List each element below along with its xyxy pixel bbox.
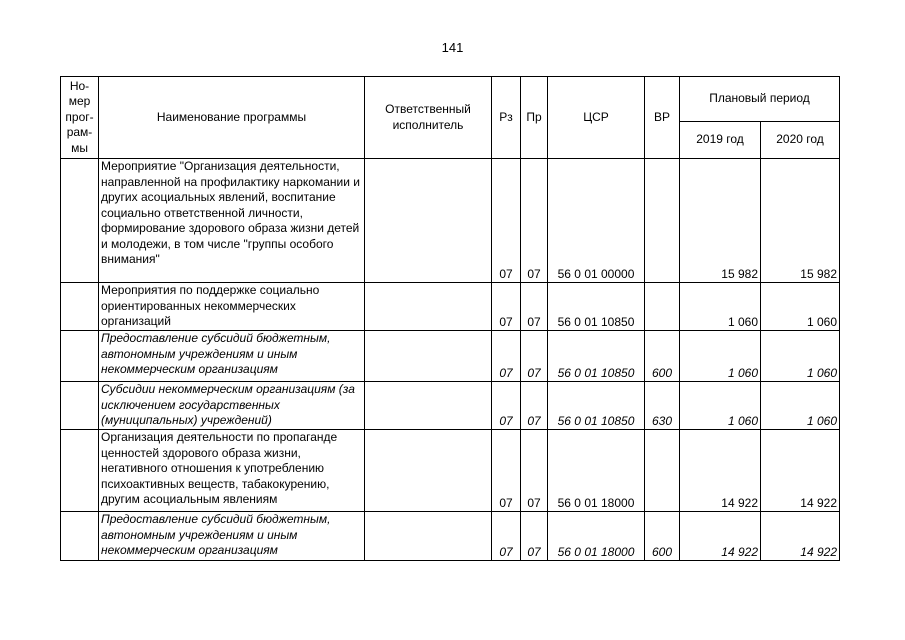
cell-csr: 56 0 01 10850 (548, 283, 645, 331)
cell-program-name: Мероприятия по поддержке социально ориентированных некоммерческих организаций (99, 283, 365, 331)
cell-pr: 07 (521, 512, 548, 561)
cell-program-number (61, 283, 99, 331)
table-body (61, 159, 840, 561)
cell-csr: 56 0 01 00000 (548, 159, 645, 283)
cell-vr (645, 430, 680, 512)
cell-amount-2020: 1 060 (761, 283, 840, 331)
cell-program-number (61, 331, 99, 382)
cell-executor (365, 331, 492, 382)
table-row (61, 283, 840, 331)
cell-csr: 56 0 01 18000 (548, 512, 645, 561)
cell-program-number (61, 430, 99, 512)
cell-vr (645, 283, 680, 331)
header-executor: Ответственный исполнитель (365, 77, 492, 159)
cell-amount-2019: 14 922 (680, 430, 761, 512)
cell-vr (645, 159, 680, 283)
cell-amount-2019: 15 982 (680, 159, 761, 283)
cell-program-number (61, 159, 99, 283)
cell-vr: 600 (645, 512, 680, 561)
cell-rz: 07 (492, 382, 521, 430)
cell-program-number (61, 512, 99, 561)
cell-amount-2020: 1 060 (761, 382, 840, 430)
cell-amount-2019: 1 060 (680, 331, 761, 382)
header-program-name: Наименование программы (99, 77, 365, 159)
cell-program-name: Предоставление субсидий бюджетным, автономным учреждениям и иным некоммерческим организациям (99, 331, 365, 382)
table-row (61, 430, 840, 512)
cell-amount-2019: 1 060 (680, 382, 761, 430)
cell-program-name: Субсидии некоммерческим организациям (за исключением государственных (муниципальных) учреждений) (99, 382, 365, 430)
cell-amount-2020: 15 982 (761, 159, 840, 283)
header-planned-period: Плановый период (680, 77, 840, 122)
header-year-2019: 2019 год (680, 122, 761, 159)
header-rz: Рз (492, 77, 521, 159)
cell-amount-2020: 14 922 (761, 430, 840, 512)
cell-pr: 07 (521, 430, 548, 512)
cell-program-name: Мероприятие "Организация деятельности, направленной на профилактику наркомании и других асоциальных явлений, воспитание социально ответственной личности, формирование здорового образа жизни детей и молодежи, в том числе "группы особого внимания" (99, 159, 365, 283)
cell-rz: 07 (492, 159, 521, 283)
table-row (61, 159, 840, 283)
cell-rz: 07 (492, 512, 521, 561)
table-row (61, 382, 840, 430)
table-header (61, 77, 840, 159)
cell-program-number (61, 382, 99, 430)
cell-executor (365, 382, 492, 430)
page-number: 141 (441, 40, 464, 55)
cell-amount-2019: 14 922 (680, 512, 761, 561)
cell-executor (365, 159, 492, 283)
table-row (61, 512, 840, 561)
cell-csr: 56 0 01 18000 (548, 430, 645, 512)
cell-pr: 07 (521, 382, 548, 430)
cell-csr: 56 0 01 10850 (548, 382, 645, 430)
cell-vr: 630 (645, 382, 680, 430)
cell-executor (365, 283, 492, 331)
cell-amount-2020: 1 060 (761, 331, 840, 382)
cell-pr: 07 (521, 331, 548, 382)
header-year-2020: 2020 год (761, 122, 840, 159)
cell-pr: 07 (521, 283, 548, 331)
table-row (61, 331, 840, 382)
cell-vr: 600 (645, 331, 680, 382)
header-program-number: Но-мер прог-рам-мы (61, 77, 99, 159)
header-vr: ВР (645, 77, 680, 159)
cell-program-name: Организация деятельности по пропаганде ценностей здорового образа жизни, негативного отношения к употреблению психоактивных веществ, табакокурению, другим асоциальным явлениям (99, 430, 365, 512)
cell-executor (365, 512, 492, 561)
cell-rz: 07 (492, 430, 521, 512)
cell-program-name: Предоставление субсидий бюджетным, автономным учреждениям и иным некоммерческим организациям (99, 512, 365, 561)
cell-amount-2020: 14 922 (761, 512, 840, 561)
cell-rz: 07 (492, 331, 521, 382)
cell-executor (365, 430, 492, 512)
cell-amount-2019: 1 060 (680, 283, 761, 331)
cell-pr: 07 (521, 159, 548, 283)
cell-rz: 07 (492, 283, 521, 331)
budget-program-table (60, 76, 840, 561)
header-pr: Пр (521, 77, 548, 159)
cell-csr: 56 0 01 10850 (548, 331, 645, 382)
header-csr: ЦСР (548, 77, 645, 159)
